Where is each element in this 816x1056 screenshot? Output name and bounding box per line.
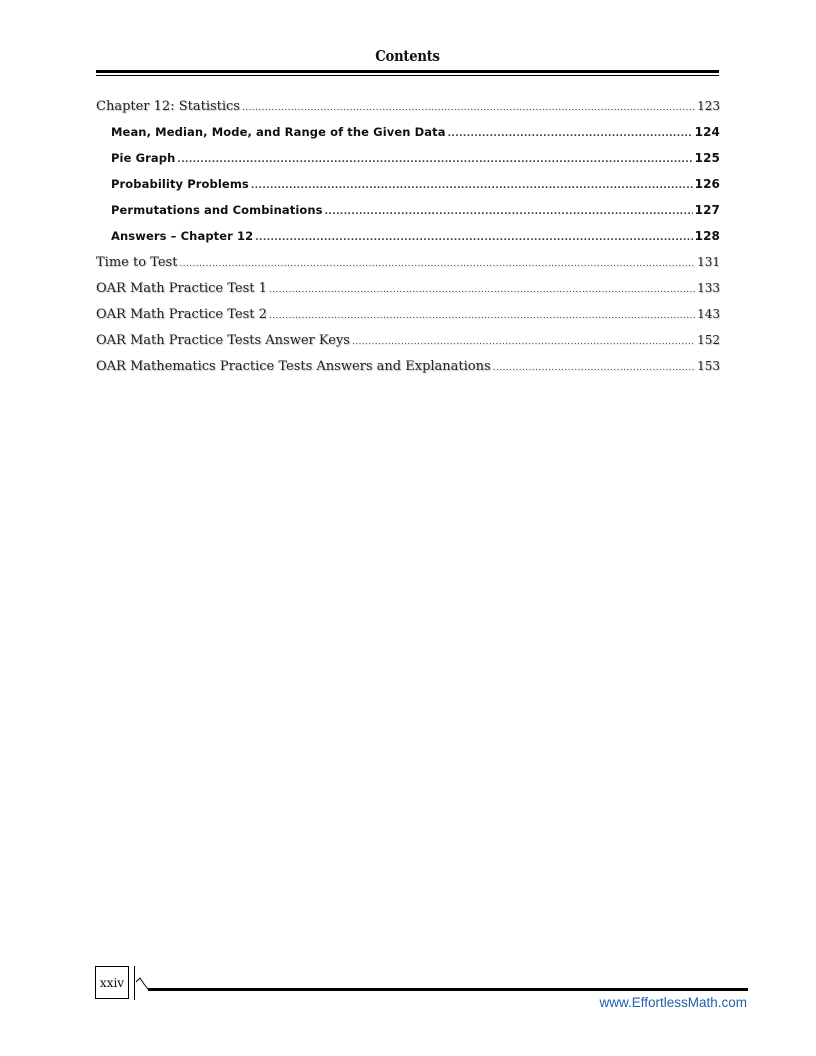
- toc-entry-time-to-test[interactable]: [96, 249, 720, 275]
- toc-entry-pie-graph[interactable]: [96, 145, 720, 171]
- dot-leader: [255, 225, 692, 249]
- toc-entry-page: 152: [697, 333, 720, 347]
- toc-entry-page: 124: [694, 125, 720, 139]
- toc-entry-label: Probability Problems: [111, 177, 249, 191]
- table-of-contents: [96, 93, 720, 379]
- toc-entry-page: 125: [694, 151, 720, 165]
- toc-entry-practice-test-2[interactable]: [96, 301, 720, 327]
- dot-leader: [242, 95, 695, 119]
- toc-entry-label: Answers – Chapter 12: [111, 229, 254, 243]
- toc-entry-permutations-combinations[interactable]: [96, 197, 720, 223]
- toc-entry-page: 128: [694, 229, 720, 243]
- dot-leader: [493, 355, 695, 379]
- header-rule-thick: [96, 70, 719, 73]
- toc-entry-page: 133: [697, 281, 720, 295]
- dot-leader: [269, 277, 695, 301]
- toc-entry-probability-problems[interactable]: [96, 171, 720, 197]
- header-rule-thin: [96, 75, 719, 76]
- dot-leader: [352, 329, 695, 353]
- toc-entry-practice-test-1[interactable]: [96, 275, 720, 301]
- toc-entry-mean-median-mode-range[interactable]: [96, 119, 720, 145]
- toc-entry-label: OAR Mathematics Practice Tests Answers and Explanations: [96, 359, 491, 374]
- toc-entry-answer-keys[interactable]: [96, 327, 720, 353]
- page-number-box: [95, 966, 129, 999]
- toc-entry-label: OAR Math Practice Test 2: [96, 307, 267, 322]
- toc-entry-label: OAR Math Practice Test 1: [96, 281, 267, 296]
- website-link[interactable]: www.EffortlessMath.com: [599, 995, 747, 1010]
- toc-entry-label: Permutations and Combinations: [111, 203, 323, 217]
- toc-entry-label: Mean, Median, Mode, and Range of the Given Data: [111, 125, 446, 139]
- toc-entry-label: Pie Graph: [111, 151, 176, 165]
- footer-divider: [134, 966, 135, 1000]
- toc-entry-label: Chapter 12: Statistics: [96, 99, 240, 114]
- dot-leader: [179, 251, 695, 275]
- toc-entry-page: 123: [697, 99, 720, 113]
- toc-entry-label: Time to Test: [96, 255, 178, 270]
- toc-entry-answers-chapter-12[interactable]: [96, 223, 720, 249]
- toc-entry-page: 131: [697, 255, 720, 269]
- dot-leader: [269, 303, 695, 327]
- page-number: xxiv: [99, 975, 125, 990]
- page-title: Contents: [375, 47, 440, 65]
- dot-leader: [251, 173, 693, 197]
- toc-entry-chapter-12-statistics[interactable]: [96, 93, 720, 119]
- toc-entry-page: 143: [697, 307, 720, 321]
- dot-leader: [177, 147, 692, 171]
- toc-entry-page: 126: [694, 177, 720, 191]
- toc-entry-page: 127: [694, 203, 720, 217]
- dot-leader: [448, 121, 693, 145]
- footer-rule: [148, 988, 748, 991]
- toc-entry-label: OAR Math Practice Tests Answer Keys: [96, 333, 350, 348]
- dot-leader: [325, 199, 693, 223]
- toc-entry-page: 153: [697, 359, 720, 373]
- toc-entry-answers-explanations[interactable]: [96, 353, 720, 379]
